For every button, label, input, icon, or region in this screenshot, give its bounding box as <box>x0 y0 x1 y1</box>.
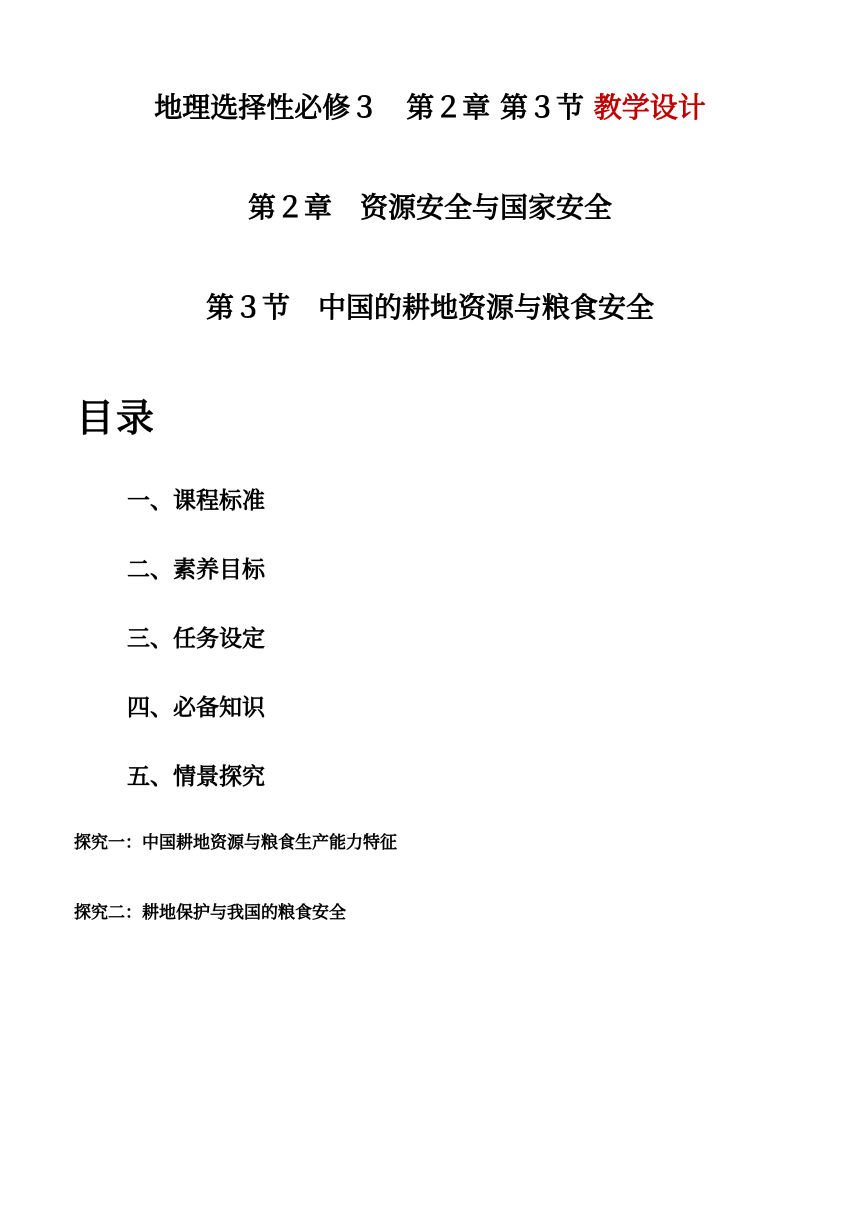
toc-subitem-inquiry-two[interactable]: 探究二：耕地保护与我国的粮食安全 <box>74 903 346 923</box>
toc-subitem-inquiry-one[interactable]: 探究一：中国耕地资源与粮食生产能力特征 <box>74 833 397 853</box>
toc-item-task-setting[interactable]: 三、任务设定 <box>127 626 265 652</box>
title-accent: 教学设计 <box>593 91 706 124</box>
toc-list <box>127 482 265 827</box>
toc-item-competency-goals[interactable]: 二、素养目标 <box>127 557 265 583</box>
toc-item-essential-knowledge[interactable]: 四、必备知识 <box>127 695 265 721</box>
toc-item-scenario-inquiry[interactable]: 五、情景探究 <box>127 764 265 790</box>
toc-heading: 目录 <box>76 396 157 440</box>
chapter-title: 第２章 资源安全与国家安全 <box>247 191 612 224</box>
document-title <box>0 88 860 128</box>
section-title: 第３节 中国的耕地资源与粮食安全 <box>205 291 654 324</box>
toc-item-curriculum-standard[interactable]: 一、课程标准 <box>127 488 265 514</box>
title-main: 地理选择性必修３ 第２章 第３节 <box>154 91 584 124</box>
